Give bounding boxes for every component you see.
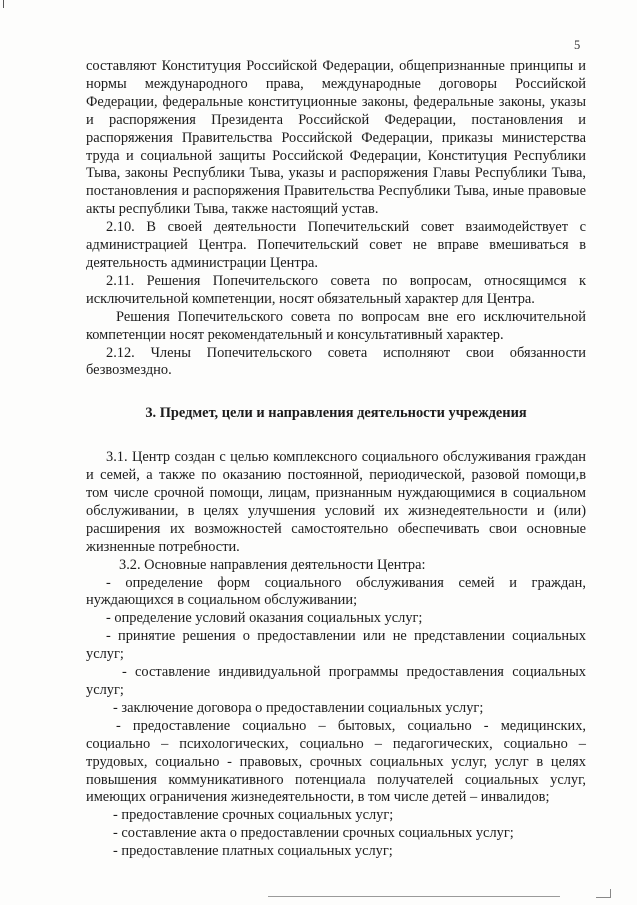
list-item: - предоставление платных социальных услуг;	[113, 843, 393, 860]
paragraph-2-12: 2.12. Члены Попечительского совета исполняют свои обязанности безвозмездно.	[86, 344, 586, 379]
list-item: - принятие решения о предоставлении или не представлении социальных услуг;	[86, 628, 586, 663]
scan-artifact-corner	[596, 889, 611, 898]
scan-mark	[3, 0, 4, 8]
list-item: - составление индивидуальной программы предоставления социальных услуг;	[86, 664, 586, 698]
list-item: - определение форм социального обслуживания семей и граждан, нуждающихся в социальном обслуживании;	[86, 574, 586, 609]
list-item: - составление акта о предоставлении срочных социальных услуг;	[113, 825, 514, 842]
page-number: 5	[574, 38, 581, 52]
list-item: - предоставление срочных социальных услуг;	[113, 807, 394, 824]
paragraph-3-1: 3.1. Центр создан с целью комплексного социального обслуживания граждан и семей, а также по оказанию постоянной, периодической, разовой помощи,в том числе срочной помощи, лицам, признанным нуждающимися в социальном обслуживании, в целях улучшения условий их жизнедеятельности и (или) расширения их возможностей самостоятельно обеспечивать свои основные жизненные потребности.	[86, 449, 586, 555]
list-item: - предоставление социально – бытовых, социально - медицинских, социально – психологических, социально – педагогических, социально – трудовых, социально - правовых, срочных социальных услуг, услуг в целях повышения коммуникативного потенциала получателей социальных услуг, имеющих ограничения жизнедеятельности, в том числе детей – инвалидов;	[86, 717, 586, 806]
paragraph-sources-of-law: составляют Конституция Российской Федерации, общепризнанные принципы и нормы международного права, международные договоры Российской Федерации, федеральные конституционные законы, федеральные законы, указы и распоряжения Президента Российской Федерации, постановления и распоряжения Правительства Российской Федерации, приказы министерства труда и социальной защиты Российской Федерации, Конституция Республики Тыва, законы Республики Тыва, указы и распоряжения Главы Республики Тыва, постановления и распоряжения Правительства Республики Тыва, иные правовые акты республики Тыва, также настоящий устав.	[86, 58, 586, 218]
list-item: - заключение договора о предоставлении социальных услуг;	[113, 699, 484, 716]
section-heading: 3. Предмет, цели и направления деятельности учреждения	[145, 405, 527, 422]
paragraph-2-10: 2.10. В своей деятельности Попечительский совет взаимодействует с администрацией Центра. Попечительский совет не вправе вмешиваться в деятельность администрации Центра.	[86, 219, 586, 271]
document-body	[86, 58, 586, 861]
list-item: - определение условий оказания социальных услуг;	[106, 610, 423, 627]
paragraph-3-2: 3.2. Основные направления деятельности Центра:	[119, 556, 426, 573]
paragraph-recommendations: Решения Попечительского совета по вопросам вне его исключительной компетенции носят рекомендательный и консультативный характер.	[86, 308, 586, 343]
paragraph-2-11: 2.11. Решения Попечительского совета по вопросам, относящимся к исключительной компетенции, носят обязательный характер для Центра.	[86, 272, 586, 307]
scan-artifact-line	[268, 896, 560, 897]
